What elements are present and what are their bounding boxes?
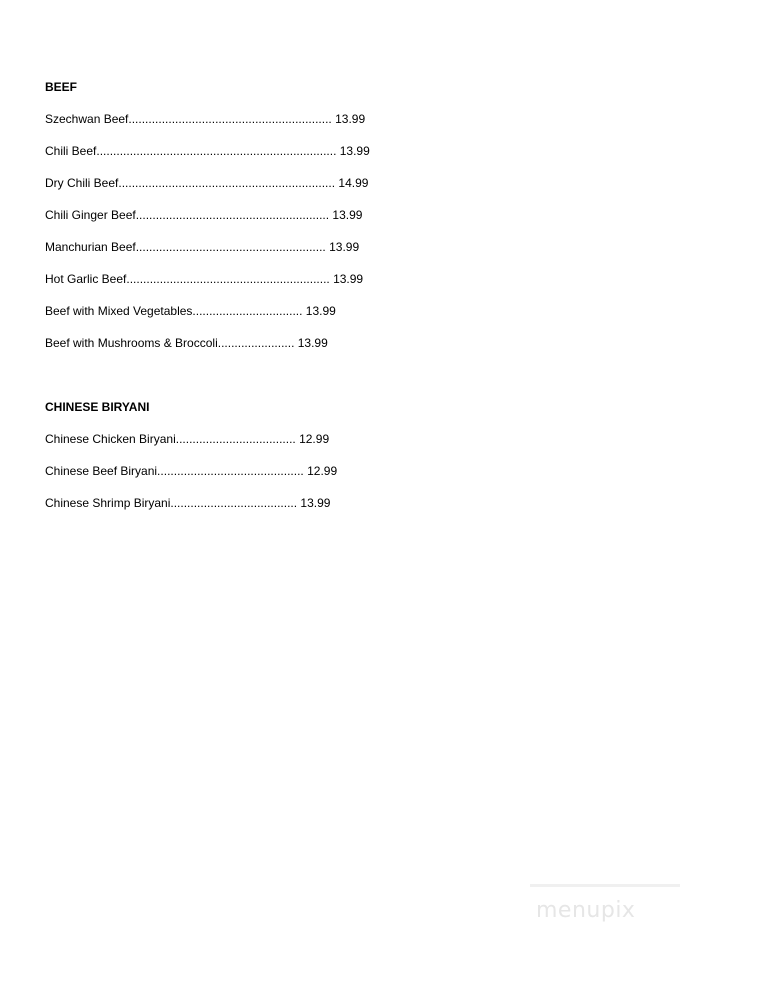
menu-item: Chinese Chicken Biryani.................................... 12.99 [45,432,330,446]
menu-item: Chinese Shrimp Biryani...................................... 13.99 [45,496,331,510]
menu-item: Manchurian Beef......................................................... 13.99 [45,240,360,254]
menu-item: Chili Ginger Beef.......................................................... 13.99 [45,208,363,222]
watermark-line [530,884,680,887]
section-title-beef: BEEF [45,80,78,94]
menu-item: Hot Garlic Beef............................................................. 13.99 [45,272,364,286]
menu-item: Szechwan Beef............................................................. 13.99 [45,112,366,126]
menu-item: Beef with Mushrooms & Broccoli....................... 13.99 [45,336,328,350]
menu-item: Chili Beef........................................................................ 13.99 [45,144,370,158]
section-title-chinese-biryani: CHINESE BIRYANI [45,400,150,414]
menu-item: Dry Chili Beef................................................................. 14.99 [45,176,369,190]
menu-item: Beef with Mixed Vegetables................................. 13.99 [45,304,336,318]
menu-item: Chinese Beef Biryani............................................ 12.99 [45,464,338,478]
watermark-logo: menupix [536,898,636,923]
